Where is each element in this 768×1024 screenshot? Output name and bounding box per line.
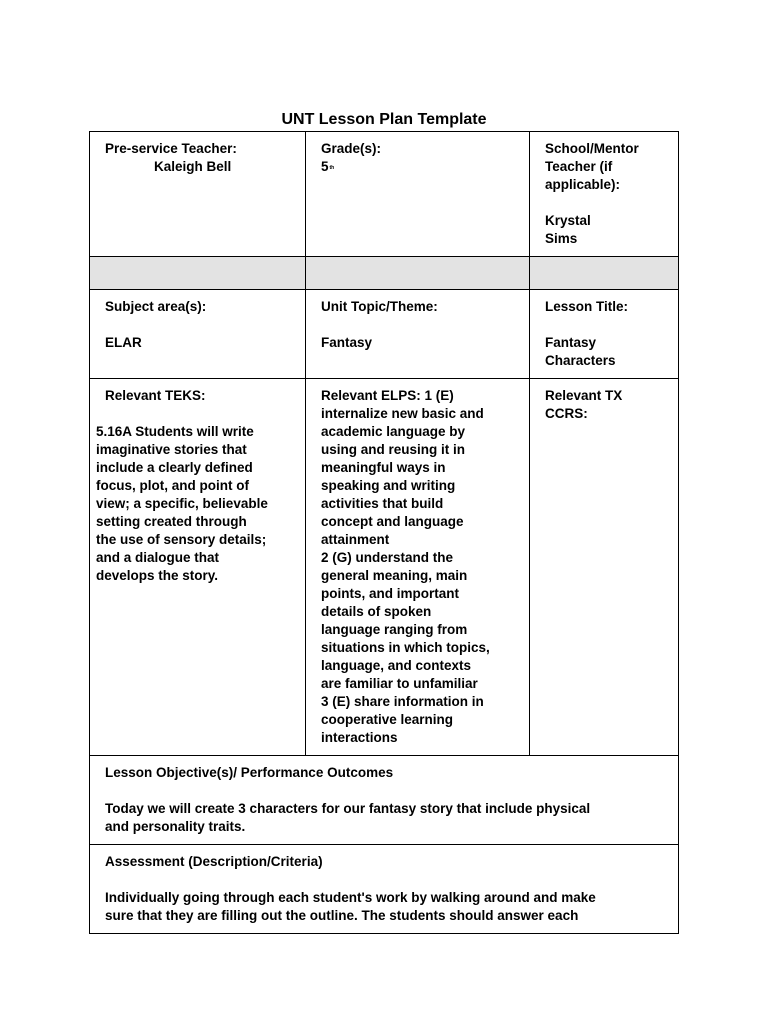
elps-line: Relevant ELPS: 1 (E)	[321, 388, 454, 403]
unit-value: Fantasy	[321, 335, 373, 350]
shaded-cell-2	[306, 257, 530, 290]
school-label-3: applicable):	[545, 177, 621, 192]
objective-text-1: Today we will create 3 characters for our fantasy story that include physical	[105, 801, 591, 816]
elps-line: situations in which topics,	[321, 640, 490, 655]
teks-text	[96, 423, 291, 585]
teacher-label: Pre-service Teacher:	[105, 141, 237, 156]
elps-line: are familiar to unfamiliar	[321, 676, 478, 691]
subject-value: ELAR	[105, 335, 142, 350]
teacher-row	[90, 132, 679, 257]
ccrs-label-2: CCRS:	[545, 406, 588, 421]
teks-label: Relevant TEKS:	[105, 388, 206, 403]
elps-line: cooperative learning	[321, 712, 454, 727]
school-label-1: School/Mentor	[545, 141, 639, 156]
school-cell	[530, 132, 679, 257]
teacher-cell	[90, 132, 306, 257]
teks-line: include a clearly defined	[96, 460, 253, 475]
mentor-name-1: Krystal	[545, 213, 591, 228]
objective-label: Lesson Objective(s)/ Performance Outcomes	[105, 765, 394, 780]
objective-text-2: and personality traits.	[105, 819, 246, 834]
objective-cell	[90, 756, 679, 845]
elps-line: 2 (G) understand the	[321, 550, 454, 565]
subject-cell	[90, 290, 306, 379]
mentor-name-2: Sims	[545, 231, 578, 246]
unit-label: Unit Topic/Theme:	[321, 299, 438, 314]
elps-line: activities that build	[321, 496, 444, 511]
lesson-plan-table	[89, 131, 679, 934]
elps-line: meaningful ways in	[321, 460, 446, 475]
school-label-2: Teacher (if	[545, 159, 613, 174]
elps-cell	[306, 379, 530, 756]
objective-row	[90, 756, 679, 845]
assessment-row	[90, 845, 679, 934]
unit-cell	[306, 290, 530, 379]
ccrs-cell	[530, 379, 679, 756]
elps-line: language, and contexts	[321, 658, 472, 673]
teks-cell	[90, 379, 306, 756]
document-title: UNT Lesson Plan Template	[281, 111, 487, 128]
elps-line: internalize new basic and	[321, 406, 484, 421]
assessment-label: Assessment (Description/Criteria)	[105, 854, 323, 869]
lesson-title-cell	[530, 290, 679, 379]
shaded-row	[90, 257, 679, 290]
elps-line: speaking and writing	[321, 478, 456, 493]
elps-line: points, and important	[321, 586, 459, 601]
grade-suffix: th	[329, 165, 335, 171]
shaded-cell-3	[530, 257, 679, 290]
lesson-title-value-1: Fantasy	[545, 335, 597, 350]
standards-row	[90, 379, 679, 756]
elps-line: academic language by	[321, 424, 466, 439]
elps-line: using and reusing it in	[321, 442, 466, 457]
ccrs-label-1: Relevant TX	[545, 388, 623, 403]
assessment-cell	[90, 845, 679, 934]
assessment-text-2: sure that they are filling out the outline. The students should answer each	[105, 908, 579, 923]
teks-line: view; a specific, believable	[96, 496, 268, 511]
teks-line: and a dialogue that	[96, 550, 220, 565]
teks-line: setting created through	[96, 514, 247, 529]
shaded-cell-1	[90, 257, 306, 290]
teks-line: develops the story.	[96, 568, 219, 583]
subject-label: Subject area(s):	[105, 299, 207, 314]
lesson-title-label: Lesson Title:	[545, 299, 629, 314]
grade-label: Grade(s):	[321, 141, 382, 156]
teacher-name: Kaleigh Bell	[154, 159, 232, 174]
elps-line: attainment	[321, 532, 390, 547]
grade-cell	[306, 132, 530, 257]
grade-value-line	[321, 158, 515, 176]
elps-line: concept and language	[321, 514, 464, 529]
lesson-title-value-2: Characters	[545, 353, 616, 368]
teks-line: the use of sensory details;	[96, 532, 267, 547]
elps-line: 3 (E) share information in	[321, 694, 484, 709]
teks-line: focus, plot, and point of	[96, 478, 249, 493]
assessment-text-1: Individually going through each student's work by walking around and make	[105, 890, 596, 905]
elps-line: language ranging from	[321, 622, 468, 637]
teks-line: imaginative stories that	[96, 442, 247, 457]
teks-line: 5.16A Students will write	[96, 424, 254, 439]
elps-line: interactions	[321, 730, 398, 745]
elps-line: general meaning, main	[321, 568, 468, 583]
elps-line: details of spoken	[321, 604, 432, 619]
subject-row	[90, 290, 679, 379]
grade-value: 5	[321, 159, 329, 174]
